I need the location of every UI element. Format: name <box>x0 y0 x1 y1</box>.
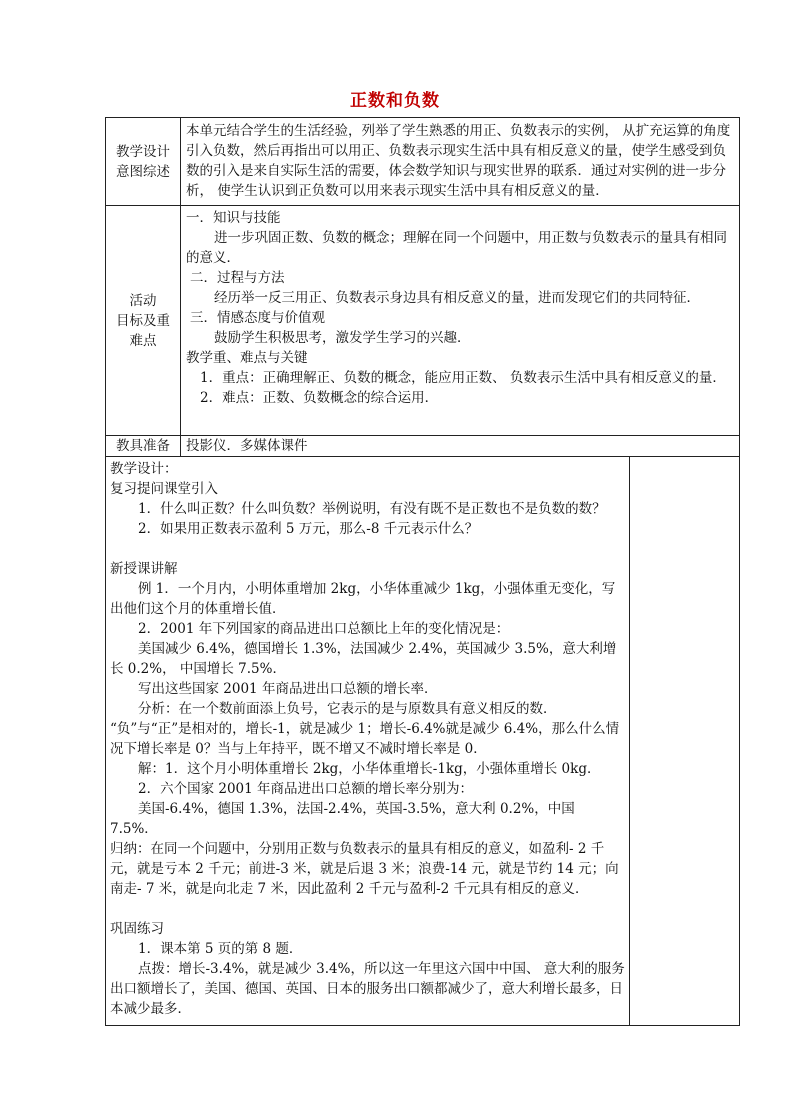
solution-1: 解：1．这个月小明体重增长 2kg，小华体重增长-1kg，小强体重增长 0kg． <box>138 761 601 777</box>
page-title: 正数和负数 <box>350 91 440 111</box>
practice-title: 巩固练习 <box>110 921 164 937</box>
practice-1-hint: 点拨：增长-3.4%，就是减少 3.4%，所以这一年里这六国中中国、 意大利的服务出口额增长了，美国、德国、英国、日本的服务出口额都减少了，意大利增长最多，日本减少最多． <box>110 961 625 1017</box>
intent-label <box>106 142 180 182</box>
tools-content: 投影仪．多媒体课件 <box>186 438 308 454</box>
design-content <box>110 459 625 1019</box>
intent-content <box>186 121 734 201</box>
objective-heading-attitude: 三．情感态度与价值观 <box>190 310 325 326</box>
intent-text: 本单元结合学生的生活经验，列举了学生熟悉的用正、负数表示的实例， 从扩充运算的角度引入负数，然后再指出可以用正、负数表示现实生活中具有相反意义的量，使学生感受到负数的引入是来自实际生活的需要，体会数学知识与现实世界的联系．通过对实例的进一步分析， 使学生认识到正负数可以用来表示现实生活中具有相反意义的量． <box>186 123 731 199</box>
review-title: 复习提问课堂引入 <box>110 481 218 497</box>
key-points-heading: 教学重、难点与关键 <box>186 350 308 366</box>
new-lesson-title: 新授课讲解 <box>110 561 178 577</box>
spacer <box>110 539 625 559</box>
spacer <box>110 899 625 919</box>
tools-label: 教具准备 <box>116 438 170 454</box>
example-2-task: 写出这些国家 2001 年商品进出口总额的增长率． <box>138 681 438 697</box>
key-point-2: 2．难点：正数、负数概念的综合运用． <box>200 390 439 406</box>
key-point-1: 1．重点：正确理解正、负数的概念，能应用正数、 负数表示生活中具有相反意义的量． <box>200 370 726 386</box>
solution-2-data: 美国-6.4%，德国 1.3%，法国-2.4%，英国-3.5%，意大利 0.2%，中国 7.5%． <box>110 801 575 837</box>
lesson-plan-table <box>105 117 740 1026</box>
example-2-data: 美国减少 6.4%，德国增长 1.3%，法国减少 2.4%，英国减少 3.5%，意大利增长 0.2%， 中国增长 7.5%． <box>110 641 617 677</box>
objectives-label-line2: 目标及重 <box>116 313 170 329</box>
example-2: 2．2001 年下列国家的商品进出口总额比上年的变化情况是： <box>138 621 510 637</box>
solution-2: 2．六个国家 2001 年商品进出口总额的增长率分别为： <box>138 781 474 797</box>
objectives-content <box>186 208 734 408</box>
review-question-2: 2．如果用正数表示盈利 5 万元，那么-8 千元表示什么？ <box>138 521 479 537</box>
objective-heading-knowledge: 一．知识与技能 <box>186 210 281 226</box>
row-divider-intent <box>106 205 739 206</box>
objective-process-text: 经历举一反三用正、负数表示身边具有相反意义的量，进而发现它们的共同特征． <box>214 290 700 306</box>
objective-heading-process: 二．过程与方法 <box>190 270 285 286</box>
objectives-label-line1: 活动 <box>129 293 157 309</box>
design-heading: 教学设计： <box>110 461 178 477</box>
label-column-divider <box>180 118 181 456</box>
summary: 归纳：在同一个问题中，分别用正数与负数表示的量具有相反的意义，如盈利- 2 千元，就是亏本 2 千元；前进-3 米，就是后退 3 米；浪费-14 元，就是节约 14 元；向南走- 7 米，就是向北走 7 米，因此盈利 2 千元与盈利-2 千元具有相反的意义． <box>110 841 619 897</box>
intent-label-line2: 意图综述 <box>116 164 170 180</box>
notes-column <box>630 457 739 1025</box>
practice-1: 1．课本第 5 页的第 8 题． <box>138 941 303 957</box>
analysis: 分析：在一个数前面添上负号，它表示的是与原数具有意义相反的数． “负”与“正”是相对的，增长-1，就是减少 1；增长-6.4%就是减少 6.4%，那么什么情况下增长率是 0？当与上年持平，既不增又不减时增长率是 0． <box>110 701 620 757</box>
example-1: 例 1．一个月内，小明体重增加 2kg，小华体重减少 1kg，小强体重无变化，写出他们这个月的体重增长值． <box>110 581 616 617</box>
objective-knowledge-text: 进一步巩固正数、负数的概念；理解在同一个问题中，用正数与负数表示的量具有相同的意义． <box>186 230 727 266</box>
objectives-label <box>106 291 180 351</box>
review-question-1: 1．什么叫正数？什么叫负数？举例说明，有没有既不是正数也不是负数的数？ <box>138 501 606 517</box>
objective-attitude-text: 鼓励学生积极思考，激发学生学习的兴趣． <box>214 330 471 346</box>
objectives-label-line3: 难点 <box>129 333 157 349</box>
intent-label-line1: 教学设计 <box>116 144 170 160</box>
